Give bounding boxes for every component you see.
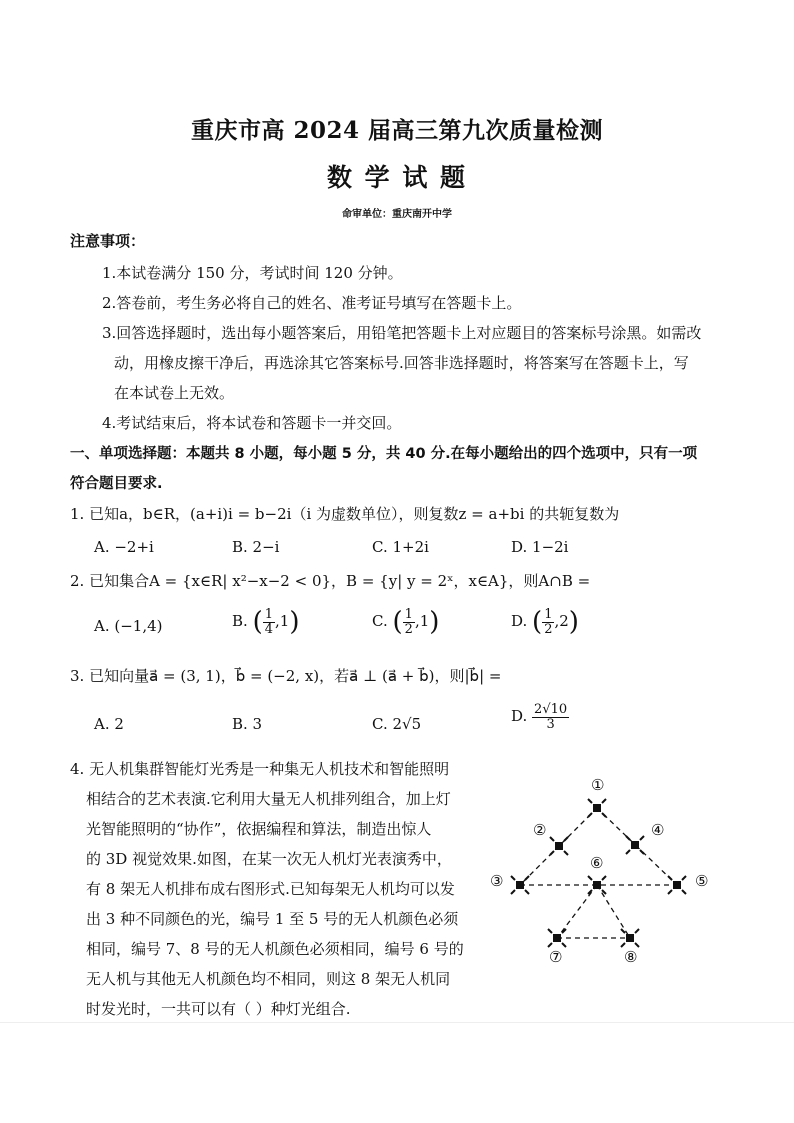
- drone-icon: [550, 837, 568, 855]
- fraction: $\frac{1}{2}$: [544, 606, 553, 637]
- option-label: D.: [511, 707, 528, 726]
- q2-option-d: D. ( $\frac{1}{2}$ ,2): [511, 606, 579, 637]
- q2-option-b: B. ( $\frac{1}{4}$ ,1): [232, 606, 300, 637]
- page-subtitle: 数 学 试 题: [326, 163, 468, 192]
- section-heading-cont: 符合题目要求.: [70, 476, 163, 492]
- option-label: C.: [372, 612, 388, 630]
- q3-option-a: A. 2: [94, 715, 124, 733]
- fraction: $\frac{1}{2}$: [404, 606, 413, 637]
- option-value: (−1,4): [114, 617, 163, 635]
- section-heading: 一、单项选择题：本题共 8 小题，每小题 5 分，共 40 分.在每小题给出的四个选项中，只有一项: [70, 446, 698, 462]
- question-2-stem: 2. 已知集合A = {x∈R| x²−x−2 < 0}，B = {y| y = 2ˣ，x∈A}，则A∩B =: [70, 572, 591, 590]
- fraction: $\frac{1}{4}$: [264, 606, 274, 637]
- question-4-line: 光智能照明的“协作”，依据编程和算法，制造出惊人: [86, 820, 432, 838]
- notice-heading: 注意事项：: [70, 232, 146, 250]
- drone-label-2: ②: [533, 821, 547, 839]
- drone-label-5: ⑤: [695, 872, 709, 890]
- drone-formation-figure: [485, 770, 725, 970]
- question-4-line: 无人机与其他无人机颜色均不相同，则这 8 架无人机同: [86, 970, 451, 988]
- q2-option-c: C. ( $\frac{1}{2}$ ,1): [372, 606, 440, 637]
- drone-label-1: ①: [591, 776, 605, 794]
- q3-option-c: C. 2√5: [372, 715, 422, 733]
- q1-option-c: C. 1+2i: [372, 538, 429, 556]
- question-4-line: 的 3D 视觉效果.如图，在某一次无人机灯光表演秀中，: [86, 850, 452, 868]
- question-4-line: 相同，编号 7、8 号的无人机颜色必须相同，编号 6 号的: [86, 940, 464, 958]
- question-4-line: 时发光时，一共可以有（ ）种灯光组合.: [86, 1000, 351, 1018]
- drone-icon: [511, 876, 529, 894]
- q3-option-b: B. 3: [232, 715, 263, 733]
- drone-label-6: ⑥: [590, 854, 604, 872]
- notice-item: 在本试卷上无效。: [114, 384, 235, 402]
- drone-icon: [548, 929, 566, 947]
- q2-option-a: [94, 617, 163, 635]
- drone-icon: [626, 836, 644, 854]
- drone-label-7: ⑦: [549, 948, 563, 966]
- notice-item: 1.本试卷满分 150 分，考试时间 120 分钟。: [102, 264, 403, 282]
- question-4-line: 4. 无人机集群智能灯光秀是一种集无人机技术和智能照明: [70, 760, 450, 778]
- question-4-line: 相结合的艺术表演.它利用大量无人机排列组合，加上灯: [86, 790, 451, 808]
- page-footer-divider: [0, 1022, 794, 1023]
- option-label: D.: [511, 612, 528, 630]
- q1-option-b: B. 2−i: [232, 538, 280, 556]
- notice-item: 2.答卷前，考生务必将自己的姓名、准考证号填写在答题卡上。: [102, 294, 522, 312]
- drone-label-4: ④: [651, 821, 665, 839]
- drone-icon: [588, 799, 606, 817]
- notice-item: 动，用橡皮擦干净后，再选涂其它答案标号.回答非选择题时，将答案写在答题卡上，写: [114, 354, 689, 372]
- author-line: 命审单位：重庆南开中学: [342, 209, 452, 220]
- question-4-line: 有 8 架无人机排布成右图形式.已知每架无人机均可以发: [86, 880, 455, 898]
- question-3-stem: 3. 已知向量a⃗ = (3, 1)，b⃗ = (−2, x)，若a⃗ ⊥ (a⃗ + b⃗)，则|b⃗| =: [70, 667, 502, 685]
- notice-item: 3.回答选择题时，选出每小题答案后，用铅笔把答题卡上对应题目的答案标号涂黑。如需改: [102, 324, 702, 342]
- drone-icon: [668, 876, 686, 894]
- drone-label-3: ③: [490, 872, 504, 890]
- q1-option-d: D. 1−2i: [511, 538, 569, 556]
- option-label: A.: [94, 617, 110, 635]
- page-title: 重庆市高 2024 届高三第九次质量检测: [190, 117, 604, 144]
- question-1-stem: 1. 已知a，b∈R，(a+i)i = b−2i（i 为虚数单位），则复数z = a+bi 的共轭复数为: [70, 505, 620, 523]
- option-label: B.: [232, 612, 248, 630]
- question-4-line: 出 3 种不同颜色的光，编号 1 至 5 号的无人机颜色必须: [86, 910, 459, 928]
- drone-label-8: ⑧: [624, 948, 638, 966]
- q3-option-d: [511, 703, 569, 731]
- notice-item: 4.考试结束后，将本试卷和答题卡一并交回。: [102, 414, 402, 432]
- fraction: $\frac{2√10}{3}$: [534, 702, 568, 732]
- q1-option-a: A. −2+i: [94, 538, 154, 556]
